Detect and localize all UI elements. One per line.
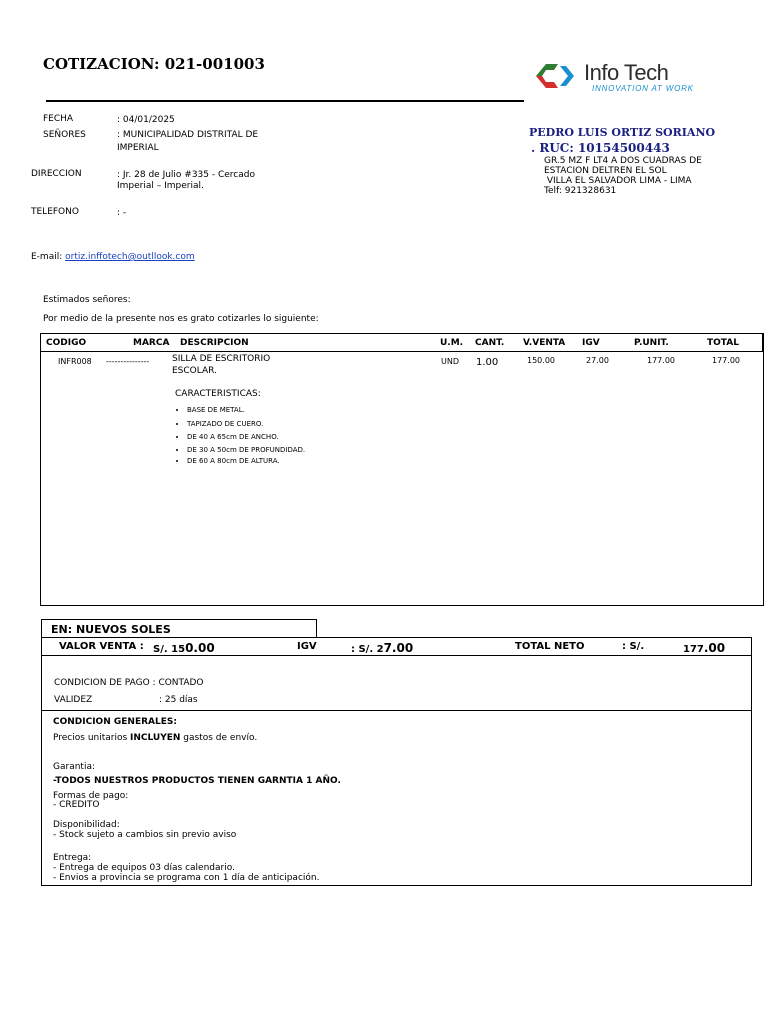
fecha-label: FECHA — [43, 114, 74, 124]
senores-value-2: IMPERIAL — [117, 143, 159, 153]
list-item: • DE 30 A 50cm DE PROFUNDIDAD. — [187, 445, 305, 456]
cell-total: 177.00 — [712, 356, 740, 365]
cell-punit: 177.00 — [647, 356, 675, 365]
precios-text — [53, 733, 257, 744]
col-header-um: U.M. — [440, 338, 464, 348]
infotech-logo-icon — [532, 60, 578, 92]
igv-prefix: : S/. 2 — [351, 644, 384, 655]
garantia-label: Garantia: — [53, 762, 95, 772]
features-list — [175, 404, 305, 467]
company-ruc: . RUC: 10154500443 — [531, 141, 670, 155]
list-item: • BASE DE METAL. — [187, 404, 305, 418]
company-address-line: VILLA EL SALVADOR LIMA - LIMA — [544, 176, 692, 186]
entrega-line-2: - Envios a provincia se programa con 1 día de anticipación. — [53, 873, 320, 883]
col-header-marca: MARCA — [133, 338, 170, 348]
validez-label: VALIDEZ — [54, 695, 93, 705]
cell-cant: 1.00 — [476, 357, 499, 368]
cell-um: UND — [441, 357, 459, 366]
company-address-line: GR.5 MZ F LT4 A DOS CUADRAS DE — [544, 156, 702, 166]
disponibilidad-label: Disponibilidad: — [53, 820, 120, 830]
igv-suffix: 7.00 — [383, 641, 414, 655]
condicion-pago: CONDICION DE PAGO : CONTADO — [54, 678, 204, 688]
cell-descripcion: SILLA DE ESCRITORIO — [172, 354, 271, 364]
direccion-value: : Jr. 28 de Julio #335 - Cercado — [117, 170, 255, 180]
company-name: PEDRO LUIS ORTIZ SORIANO — [529, 126, 716, 139]
precios-pre: Precios unitarios — [53, 733, 131, 743]
cell-descripcion-2: ESCOLAR. — [172, 366, 217, 376]
col-header-cant: CANT. — [475, 338, 505, 348]
list-item: • DE 60 A 80cm DE ALTURA. — [187, 456, 305, 467]
list-item: • DE 40 A 65cm DE ANCHO. — [187, 431, 305, 445]
totals-box — [41, 637, 752, 886]
items-table — [40, 333, 764, 606]
valor-venta-label: VALOR VENTA : — [59, 641, 144, 652]
col-header-vventa: V.VENTA — [523, 338, 566, 348]
formas-value: - CREDITO — [53, 800, 100, 810]
logo-wordmark: Info Tech — [584, 60, 669, 85]
col-header-igv: IGV — [582, 338, 600, 348]
company-logo — [532, 58, 728, 96]
currency-label: EN: NUEVOS SOLES — [51, 623, 171, 636]
garantia-value: -TODOS NUESTROS PRODUCTOS TIENEN GARNTIA 1 AÑO. — [53, 776, 341, 786]
valor-venta-value — [153, 641, 215, 655]
precios-post: gastos de envío. — [180, 733, 258, 743]
cell-marca: --------------- — [106, 357, 150, 366]
valor-venta-prefix: S/. 15 — [153, 644, 186, 655]
total-neto-prefix: : S/. — [622, 641, 645, 652]
email-link[interactable]: ortiz.inffotech@outllook.com — [65, 252, 195, 262]
validez-value: : 25 días — [159, 695, 198, 705]
cell-igv: 27.00 — [586, 356, 609, 365]
greeting: Estimados señores: — [43, 295, 131, 305]
formas-label: Formas de pago: — [53, 791, 129, 801]
page-title: COTIZACION: 021-001003 — [43, 55, 265, 73]
condiciones-generales-title: CONDICION GENERALES: — [53, 717, 177, 727]
entrega-label: Entrega: — [53, 853, 92, 863]
cell-codigo: INFR008 — [58, 357, 92, 366]
total-neto-value-a: 177 — [683, 644, 704, 655]
logo-tagline: INNOVATION AT WORK — [592, 84, 694, 93]
totals-divider — [41, 655, 752, 656]
senores-value: : MUNICIPALIDAD DISTRITAL DE — [117, 130, 259, 140]
igv-value — [351, 641, 413, 655]
conditions-divider — [41, 710, 752, 711]
telefono-value: : - — [117, 208, 127, 218]
direccion-label: DIRECCION — [31, 169, 82, 179]
intro-text: Por medio de la presente nos es grato cotizarles lo siguiente: — [43, 314, 319, 324]
features-title: CARACTERISTICAS: — [175, 389, 261, 399]
cell-vventa: 150.00 — [527, 356, 555, 365]
list-item: • TAPIZADO DE CUERO. — [187, 418, 305, 432]
fecha-value: : 04/01/2025 — [117, 115, 175, 125]
total-neto-value — [683, 641, 725, 655]
direccion-value-2: Imperial – Imperial. — [117, 181, 204, 191]
senores-label: SEÑORES — [43, 130, 86, 140]
col-header-descripcion: DESCRIPCION — [180, 338, 249, 348]
telefono-label: TELEFONO — [31, 207, 79, 217]
email-row — [31, 252, 195, 263]
company-address-line: ESTACION DELTREN EL SOL — [544, 166, 667, 176]
company-address — [544, 156, 724, 196]
total-neto-value-b: .00 — [703, 641, 726, 655]
precios-bold: INCLUYEN — [130, 733, 181, 743]
email-label: E-mail: — [31, 252, 63, 262]
total-neto-label: TOTAL NETO — [515, 641, 585, 652]
col-header-total: TOTAL — [707, 338, 739, 348]
valor-venta-suffix: 0.00 — [185, 641, 215, 655]
igv-label: IGV — [297, 641, 317, 652]
disponibilidad-value: - Stock sujeto a cambios sin previo aviso — [53, 830, 237, 840]
col-header-codigo: CODIGO — [46, 338, 87, 348]
company-phone: Telf: 921328631 — [544, 186, 617, 196]
title-divider — [46, 100, 524, 102]
entrega-line-1: - Entrega de equipos 03 días calendario. — [53, 863, 235, 873]
col-header-punit: P.UNIT. — [634, 338, 669, 348]
